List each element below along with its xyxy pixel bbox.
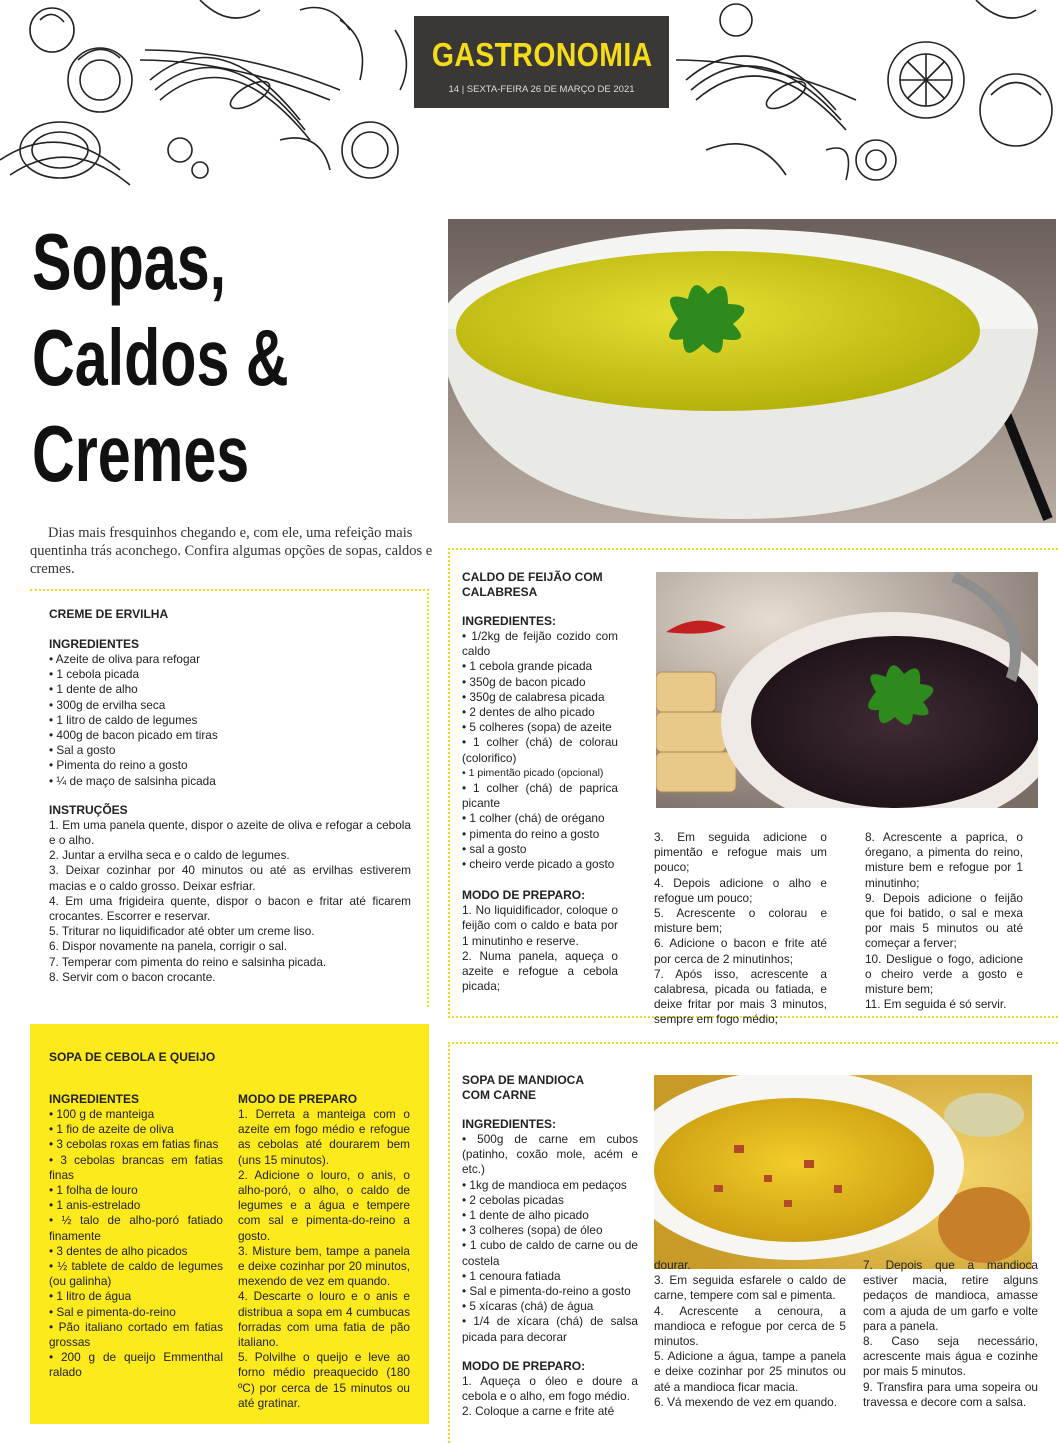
list-item: • 1/4 de xícara (chá) de salsa picada para decorar (462, 1314, 638, 1344)
caldo-feijao-recipe (462, 570, 618, 994)
list-item: • 1 colher (chá) de paprica picante (462, 781, 618, 811)
list-item: • ½ talo de alho-poró fatiado finamente (49, 1213, 223, 1243)
list-item: • ¼ de maço de salsinha picada (49, 773, 216, 788)
ingredients-list (49, 652, 411, 789)
bean-soup-photo (656, 572, 1038, 808)
preparation-step: 4. Acrescente a cenoura, a mandioca e refogue por cerca de 5 minutos. (654, 1303, 846, 1349)
recipe-title: CREME DE ERVILHA (49, 607, 169, 621)
header-vegetable-illustration-left (0, 0, 424, 188)
preparation-step: 5. Polvilhe o queijo e leve ao forno médio preaquecido (180 ºC) por cerca de 15 minutos ou até gratinar. (238, 1350, 410, 1410)
instructions-label: INSTRUÇÕES (49, 802, 128, 817)
header-vegetable-illustration-right (676, 0, 1058, 188)
instruction-step: 2. Juntar a ervilha seca e o caldo de legumes. (49, 848, 290, 863)
sopa-mandioca-recipe (462, 1073, 638, 1419)
sopa-cebola-ingredients (49, 1092, 223, 1381)
ingredients-label: INGREDIENTES (49, 637, 140, 651)
caldo-feijao-prep-col3 (865, 830, 1023, 1012)
list-item: • Sal a gosto (49, 743, 116, 758)
section-title: GASTRONOMIA (431, 36, 653, 73)
ingredients-list (462, 629, 618, 872)
instruction-step: 1. Em uma panela quente, dispor o azeite de oliva e refogar a cebola e o alho. (49, 817, 411, 848)
intro-paragraph: Dias mais fresquinhos chegando e, com ele, uma refeição mais quentinha trás aconchego. Confira algumas opções de sopas, caldos e cremes. (30, 525, 433, 577)
recipe-title: SOPA DE MANDIOCA COM CARNE (462, 1073, 585, 1102)
cassava-soup-photo (654, 1075, 1032, 1269)
list-item: • 1 cebola grande picada (462, 659, 593, 674)
list-item: • 1kg de mandioca em pedaços (462, 1177, 627, 1192)
list-item: • 500g de carne em cubos (patinho, coxão mole, acém e etc.) (462, 1132, 638, 1177)
list-item: • 400g de bacon picado em tiras (49, 728, 218, 743)
sopa-mandioca-prep-col2 (654, 1258, 846, 1410)
list-item: • 3 cebolas brancas em fatias finas (49, 1152, 223, 1182)
list-item: • 2 dentes de alho picado (462, 705, 595, 720)
list-item: • 3 cebolas roxas em fatias finas (49, 1137, 219, 1152)
preparation-step: 2. Numa panela, aqueça o azeite e refogue a cebola picada; (462, 948, 618, 994)
preparation-step: 5. Adicione a água, tampe a panela e deixe cozinhar por 25 minutos ou até a mandioca ficar macia. (654, 1349, 846, 1394)
preparation-step: 11. Em seguida é só servir. (865, 997, 1007, 1012)
preparation-step: 9. Transfira para uma sopeira ou travessa e decore com a salsa. (863, 1379, 1038, 1409)
preparation-step: 1. Aqueça o óleo e doure a cebola e o alho, em fogo médio. (462, 1373, 638, 1404)
list-item: • 1 dente de alho picado (462, 1208, 589, 1223)
preparation-step: 9. Depois adicione o feijão que foi batido, o sal e mexa por mais 5 minutos ou até começar a ferver; (865, 890, 1023, 951)
page-headline (32, 214, 289, 502)
list-item: • 1 fio de azeite de oliva (49, 1122, 174, 1137)
list-item: • cheiro verde picado a gosto (462, 857, 615, 872)
headline-line: Caldos & (32, 313, 289, 402)
preparation-step: dourar. (654, 1258, 691, 1272)
ingredients-label: INGREDIENTES (49, 1092, 140, 1106)
list-item: • 1 folha de louro (49, 1183, 138, 1198)
preparation-step: 8. Caso seja necessário, acrescente mais água e cozinhe por mais 5 minutos. (863, 1334, 1038, 1379)
preparation-step: 6. Vá mexendo de vez em quando. (654, 1394, 837, 1409)
list-item: • 300g de ervilha seca (49, 697, 166, 712)
list-item: • 1 cubo de caldo de carne ou de costela (462, 1238, 638, 1268)
preparation-step: 1. No liquidificador, coloque o feijão com o caldo e bata por 1 minutinho e reserve. (462, 903, 618, 948)
list-item: • 350g de bacon picado (462, 674, 586, 689)
instruction-step: 3. Deixar cozinhar por 40 minutos ou até as ervilhas estiverem macias e o caldo grosso. Deixar esfriar. (49, 863, 411, 893)
list-item: • 200 g de queijo Emmenthal ralado (49, 1350, 223, 1380)
headline-line: Sopas, (32, 217, 227, 306)
recipe-title: CALDO DE FEIJÃO COM CALABRESA (462, 570, 603, 599)
sopa-cebola-preparation (238, 1092, 410, 1411)
caldo-feijao-prep-col2 (654, 830, 827, 1028)
preparation-step: 4. Descarte o louro e o anis e distribua a sopa em 4 cumbucas forradas com uma fatia de pão italiano. (238, 1289, 410, 1350)
instruction-step: 7. Temperar com pimenta do reino e salsinha picada. (49, 954, 327, 969)
sopa-mandioca-prep-col3 (863, 1258, 1038, 1410)
preparation-step: 6. Adicione o bacon e frite até por cerca de 2 minutinhos; (654, 936, 827, 966)
list-item: • 100 g de manteiga (49, 1107, 155, 1121)
list-item: • 5 xícaras (chá) de água (462, 1299, 594, 1314)
preparation-step: 10. Desligue o fogo, adicione o cheiro verde a gosto e misture bem; (865, 951, 1023, 997)
list-item: • sal a gosto (462, 841, 527, 856)
ingredients-list (49, 1107, 223, 1381)
instruction-step: 4. Em uma frigideira quente, dispor o bacon e fritar até ficarem crocantes. Escorrer e reservar. (49, 893, 411, 924)
preparation-step: 8. Acrescente a paprica, o óregano, a pimenta do reino, misture bem e refogue por 1 minutinho; (865, 830, 1023, 890)
preparation-step: 2. Coloque a carne e frite até (462, 1404, 615, 1419)
list-item: • Pimenta do reino a gosto (49, 758, 188, 773)
preparation-step: 5. Acrescente o colorau e misture bem; (654, 906, 827, 936)
ingredients-list (462, 1132, 638, 1345)
ingredients-label: INGREDIENTES: (462, 614, 557, 628)
preparation-step: 7. Após isso, acrescente a calabresa, picada ou fatiada, e deixe fritar por mais 3 minutos, sempre em fogo médio; (654, 966, 827, 1027)
list-item: • 5 colheres (sopa) de azeite (462, 720, 612, 735)
list-item: • Sal e pimenta-do-reino a gosto (462, 1284, 631, 1299)
preparation-label: MODO DE PREPARO (238, 1092, 358, 1106)
section-masthead (414, 16, 669, 108)
headline-line: Cremes (32, 409, 250, 498)
list-item: • 2 cebolas picadas (462, 1192, 564, 1207)
list-item: • 1 colher (chá) de orégano (462, 811, 605, 826)
preparation-step: 3. Em seguida esfarele o caldo de carne, tempere com sal e pimenta. (654, 1273, 846, 1303)
preparation-label: MODO DE PREPARO: (462, 888, 586, 903)
list-item: • 1 cenoura fatiada (462, 1268, 561, 1283)
preparation-step: 4. Depois adicione o alho e refogue um pouco; (654, 875, 827, 905)
list-item: • 3 colheres (sopa) de óleo (462, 1223, 603, 1238)
list-item: • Sal e pimenta-do-reino (49, 1304, 176, 1319)
preparation-step: 3. Misture bem, tampe a panela e deixe cozinhar por 20 minutos, mexendo de vez em quando. (238, 1243, 410, 1289)
list-item: • Azeite de oliva para refogar (49, 652, 201, 666)
list-item: • 1/2kg de feijão cozido com caldo (462, 629, 618, 659)
preparation-step: 3. Em seguida adicione o pimentão e refogue mais um pouco; (654, 830, 827, 875)
list-item: • 350g de calabresa picada (462, 689, 605, 704)
list-item: • Pão italiano cortado em fatias grossas (49, 1319, 223, 1350)
list-item: • 3 dentes de alho picados (49, 1243, 188, 1258)
preparation-step: 1. Derreta a manteiga com o azeite em fogo médio e refogue as cebolas até dourarem bem (uns 15 minutos). (238, 1107, 410, 1167)
list-item: • 1 colher (chá) de colorau (colorifico) (462, 735, 618, 765)
creme-ervilha-recipe (49, 607, 411, 985)
list-item: • pimenta do reino a gosto (462, 826, 600, 841)
dateline: 14 | SEXTA-FEIRA 26 DE MARÇO DE 2021 (448, 84, 635, 95)
preparation-label: MODO DE PREPARO: (462, 1358, 586, 1373)
list-item: • 1 anis-estrelado (49, 1198, 141, 1213)
recipe-title: SOPA DE CEBOLA E QUEIJO (49, 1050, 216, 1064)
list-item: • 1 dente de alho (49, 682, 138, 697)
list-item: • ½ tablete de caldo de legumes (ou galinha) (49, 1259, 223, 1289)
sopa-cebola-title-block (49, 1050, 409, 1065)
preparation-step: 7. Depois que a mandioca estiver macia, retire alguns pedaços de mandioca, amasse com a ajuda de um garfo e volte para a panela. (863, 1258, 1038, 1333)
instruction-step: 8. Servir com o bacon crocante. (49, 969, 216, 984)
list-item: • 1 cebola picada (49, 667, 140, 682)
ingredients-label: INGREDIENTES: (462, 1117, 557, 1131)
list-item: • 1 litro de caldo de legumes (49, 712, 198, 727)
list-item: • 1 litro de água (49, 1289, 132, 1304)
instruction-step: 6. Dispor novamente na panela, corrigir o sal. (49, 939, 288, 954)
instruction-step: 5. Triturar no liquidificador até obter um creme liso. (49, 924, 315, 939)
list-item: • 1 pimentão picado (opcional) (462, 766, 604, 779)
preparation-step: 2. Adicione o louro, o anis, o alho-poró, o alho, o caldo de legumes e a água e tempere com sal e pimenta-do-reino a gosto. (238, 1167, 410, 1243)
pea-soup-photo (448, 219, 1056, 523)
